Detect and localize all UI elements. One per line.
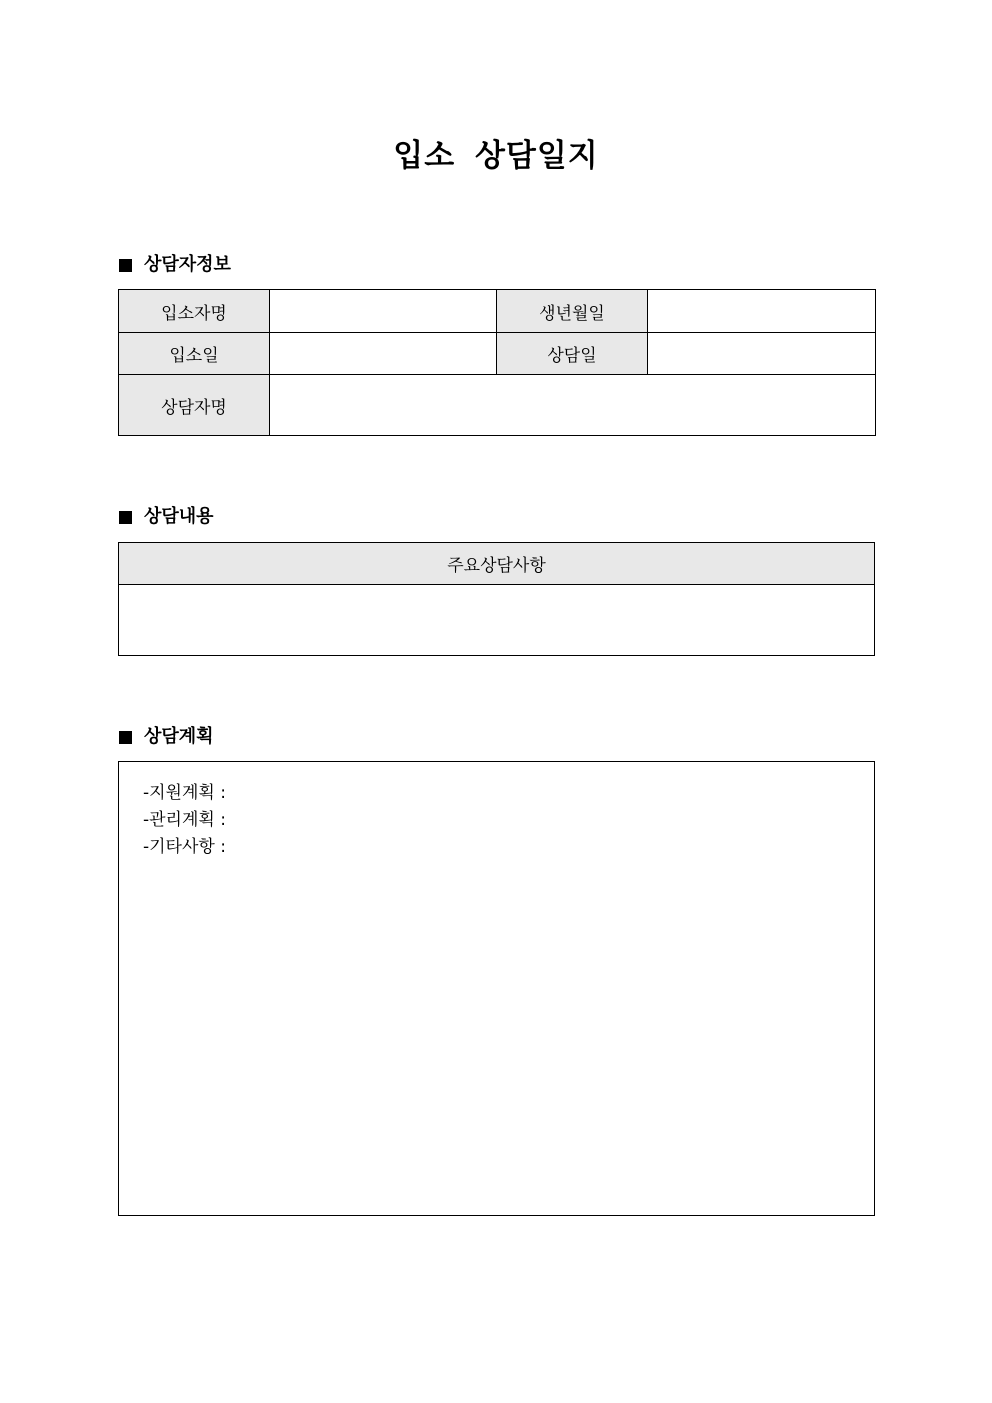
section-heading-label: 상담계획 xyxy=(144,726,214,747)
management-plan-line: -관리계획 : xyxy=(143,810,226,830)
square-bullet-icon xyxy=(119,731,132,744)
admission-date-field[interactable] xyxy=(270,333,497,375)
consultation-content-table xyxy=(118,542,875,656)
counselor-name-field[interactable] xyxy=(270,375,876,436)
admission-date-label: 입소일 xyxy=(119,333,270,375)
other-notes-line: -기타사항 : xyxy=(143,837,226,857)
consult-date-field[interactable] xyxy=(648,333,876,375)
counselor-info-table xyxy=(118,289,876,436)
section-heading-consultation-content xyxy=(119,505,214,529)
birth-date-label: 생년월일 xyxy=(497,290,648,333)
table-row xyxy=(119,290,876,333)
main-topic-label: 주요상담사항 xyxy=(119,543,875,585)
table-row xyxy=(119,585,875,656)
resident-name-label: 입소자명 xyxy=(119,290,270,333)
main-topic-field[interactable] xyxy=(119,585,875,656)
table-row xyxy=(119,375,876,436)
square-bullet-icon xyxy=(119,511,132,524)
consult-date-label: 상담일 xyxy=(497,333,648,375)
section-heading-counselor-info xyxy=(119,253,231,277)
counselor-name-label: 상담자명 xyxy=(119,375,270,436)
table-row xyxy=(119,543,875,585)
section-heading-label: 상담자정보 xyxy=(144,254,231,275)
consultation-plan-box[interactable] xyxy=(118,761,875,1216)
square-bullet-icon xyxy=(119,259,132,272)
support-plan-line: -지원계획 : xyxy=(143,783,226,803)
plan-lines xyxy=(143,780,226,861)
table-row xyxy=(119,333,876,375)
birth-date-field[interactable] xyxy=(648,290,876,333)
page-title: 입소 상담일지 xyxy=(393,138,599,174)
resident-name-field[interactable] xyxy=(270,290,497,333)
section-heading-consultation-plan xyxy=(119,725,214,749)
section-heading-label: 상담내용 xyxy=(144,506,214,527)
